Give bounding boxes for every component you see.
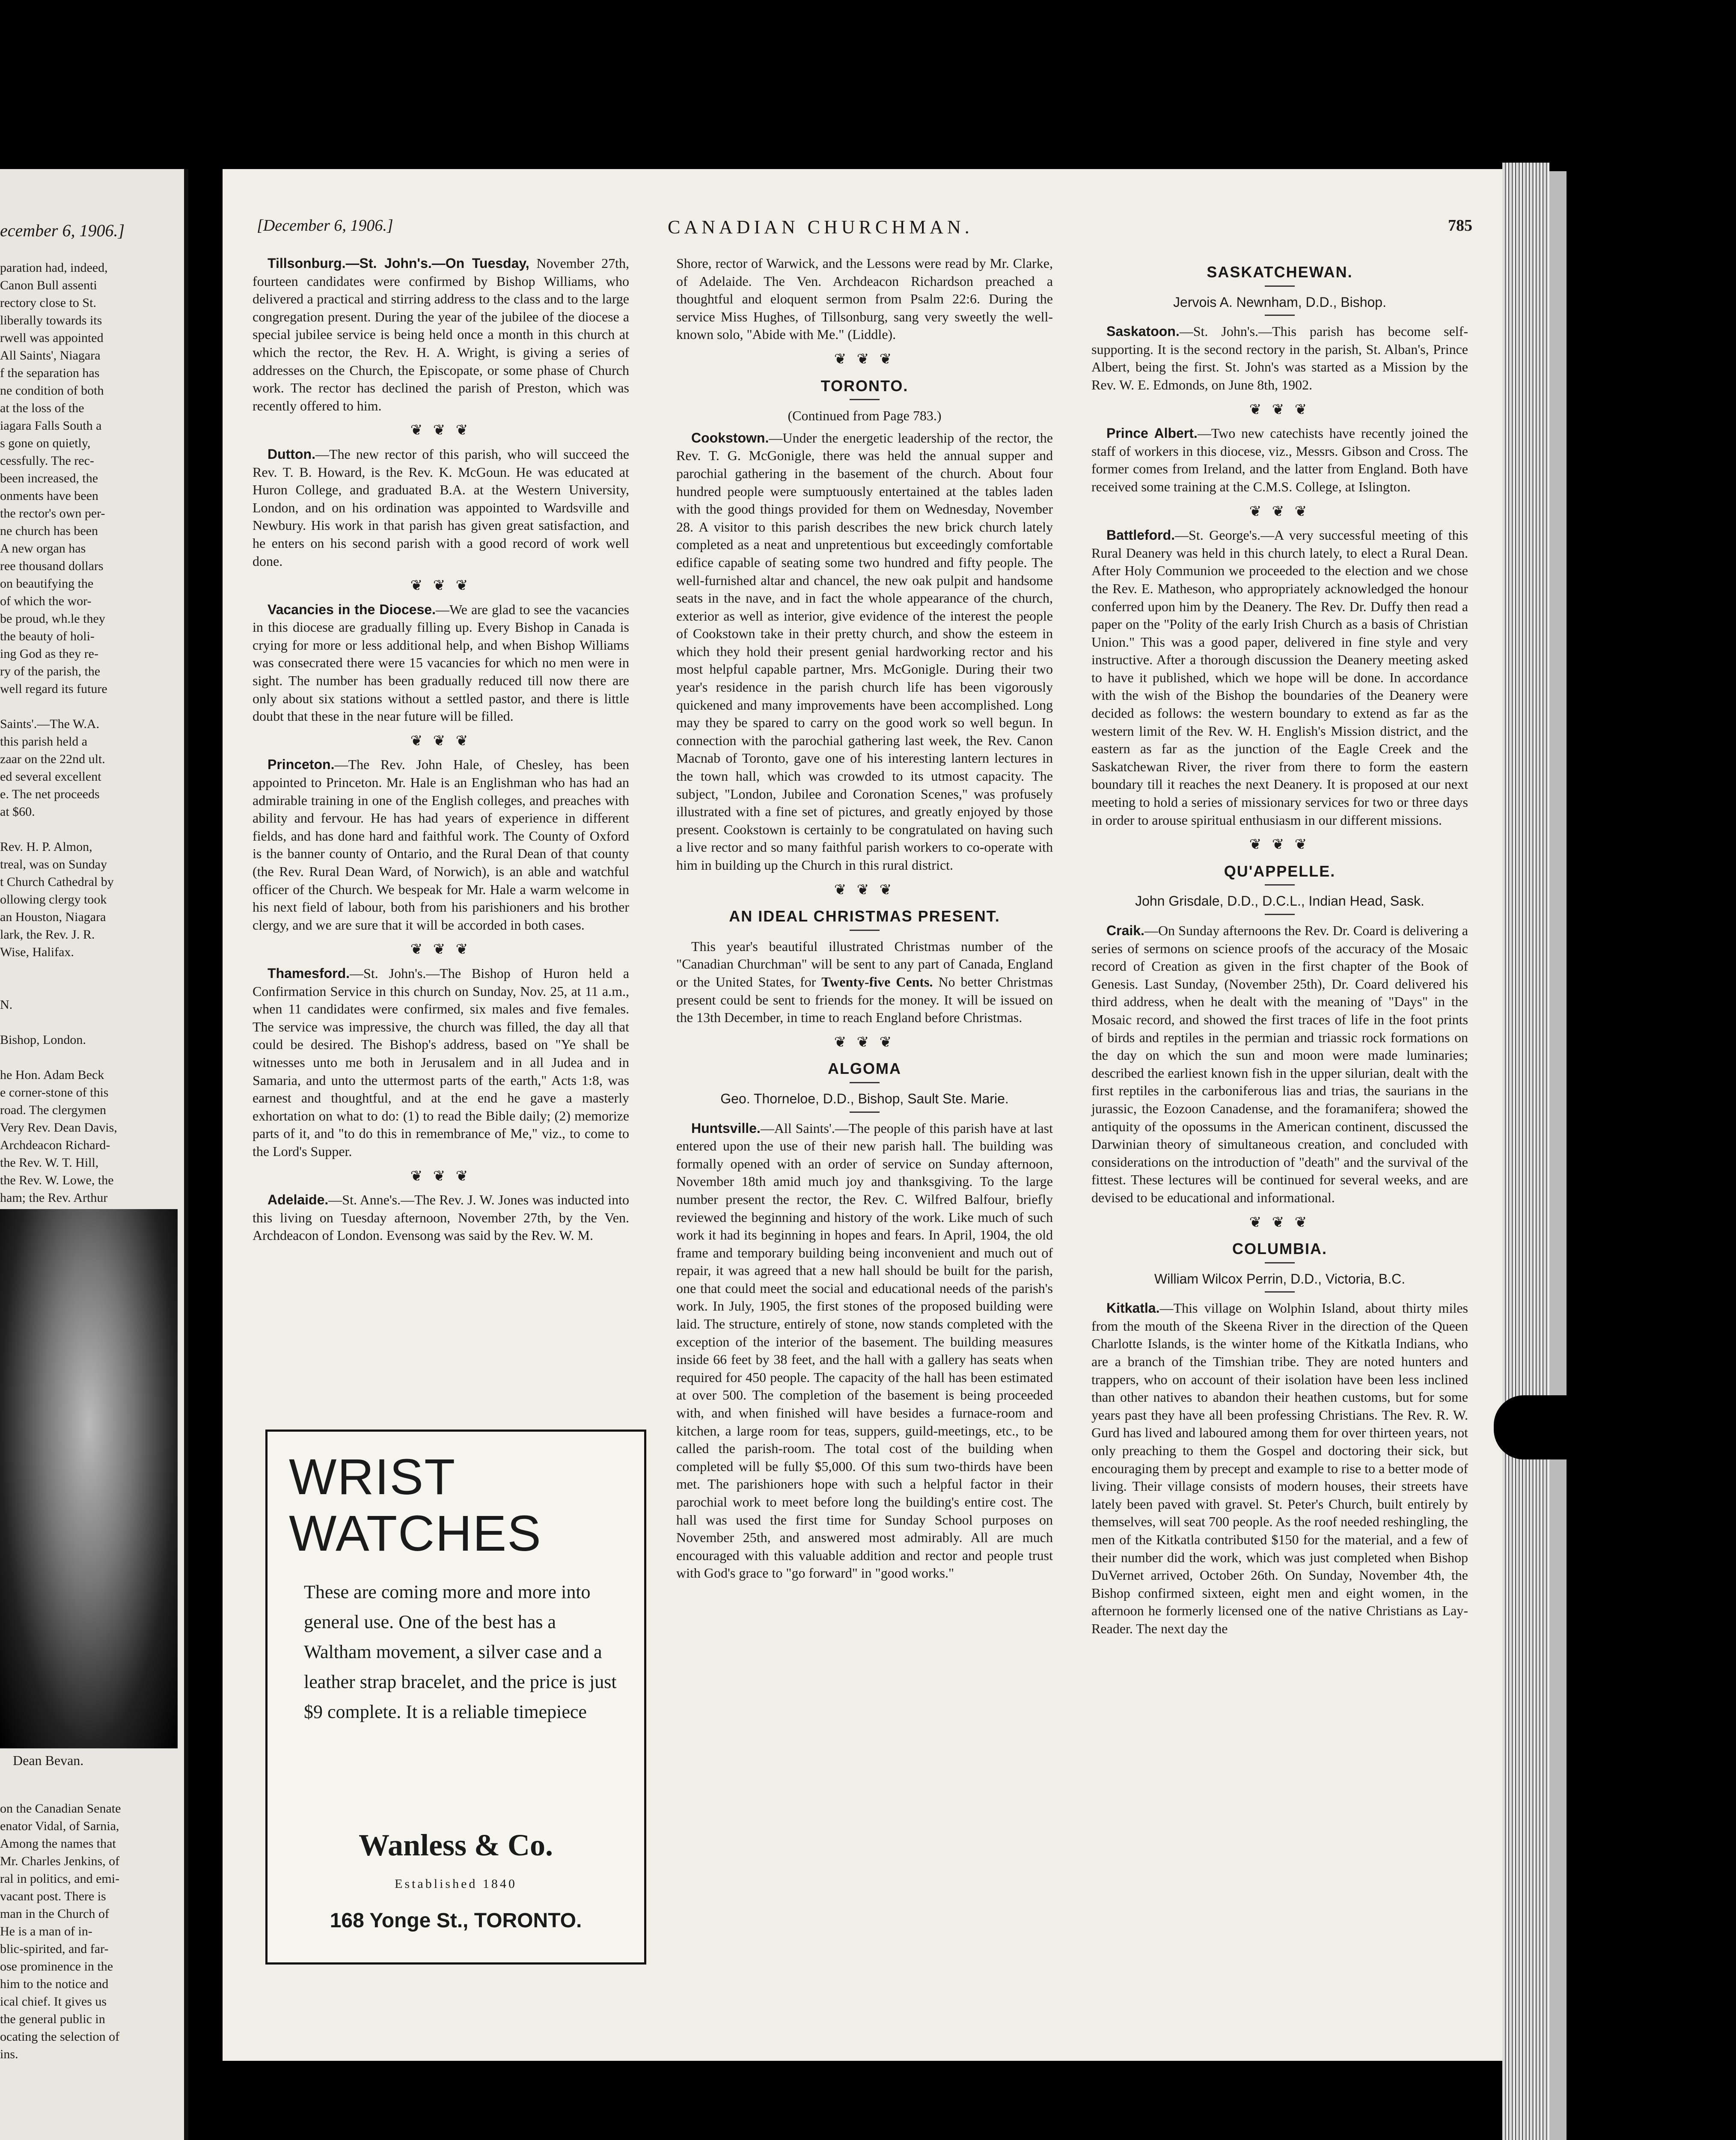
article-thamesford (253, 965, 629, 1161)
article-adelaide (253, 1191, 629, 1245)
ornament: ❦ ❦ ❦ (1249, 1214, 1311, 1230)
article-kitkatla (1091, 1299, 1468, 1638)
text-princeton: —The Rev. John Hale, of Chesley, has been appointed to Princeton. Mr. Hale is an Englishman who has had an admirable training in one of the English colleges, and preaches with ability and fervour. He has had years of experience in different fields, and has done hard and faithful work. The County of Oxford is the banner county of Ontario, and the Rural Dean of that county (the Rev. Rural Dean Ward, of Norwich), is an able and watchful officer of the Church. We bespeak for Mr. Hale a warm welcome in his next field of labour, both from his parishioners and his brother clergy, and we are sure that it will be accorded in both cases. (253, 757, 629, 933)
text-huntsville: —All Saints'.—The people of this parish have at last entered upon the use of their new parish hall. The building was formally opened with an order of service on Sunday afternoon, November 18th amid much joy and thanksgiving. To the large number present the rector, the Rev. C. Wilfred Balfour, briefly reviewed the beginning and history of the work. Like much of such work it had its beginning in hopes and fears. In April, 1904, the old frame and temporary building being inconvenient and much out of repair, it was agreed that a new hall should be built for the parish, one that could meet the social and educational needs of the parish's work. In July, 1905, the first stones of the proposed building were laid. The structure, entirely of stone, now stands completed with the exception of the interior of the basement. The building measures inside 66 feet by 38 feet, and the hall with a gallery has seats when required for 450 people. The capacity of the hall has been estimated at over 500. The completion of the basement is being proceeded with, and when finished will have besides a furnace-room and kitchen, a large room for teas, suppers, guild-meetings, etc., to be called the parish-room. The total cost of the building when completed will be fully $5,000. Of this sum two-thirds have been met. The parishioners hope with such a helpful factor in their parochial work to meet before long the building's entire cost. The hall was used the first time for Sunday School purposes on November 25th, and answered most admirably. All are much encouraged with this valuable addition and rector and people trust with God's grace to "go forward" in "good works." (676, 1120, 1053, 1581)
lead-vacancies: Vacancies in the Diocese. (268, 601, 436, 617)
article-huntsville (676, 1120, 1053, 1582)
prev-page-text: paration had, indeed, Canon Bull assenti rectory close to St. liberally towards its rwell was appointed All Saints', Niagara f the separation has ne condition of both at the loss of the iagara Falls South a s gone on quietly, cessfully. The rec- been increased, the onments have been the rector's own per- ne church has been A new organ has ree thousand dollars on beautifying the of which the wor- be proud, wh.le they the beauty of holi- ing God as they re- ry of the parish, the well regard its future Saints'.—The W.A. this parish held a zaar on the 22nd ult. ed several excellent e. The net proceeds at $60. Rev. H. P. Almon, treal, was on Sunday t Church Cathedral by ollowing clergy took an Houston, Niagara lark, the Rev. J. R. Wise, Halifax. N. Bishop, London. he Hon. Adam Beck e corner-stone of this road. The clergymen Very Rev. Dean Davis, Archdeacon Richard- the Rev. W. T. Hill, the Rev. W. Lowe, the ham; the Rev. Arthur (0, 261, 117, 1205)
bishop-line-columbia: William Wilcox Perrin, D.D., Victoria, B.C. (1154, 1271, 1406, 1287)
ornament: ❦ ❦ ❦ (410, 942, 472, 958)
ornament: ❦ ❦ ❦ (410, 422, 472, 439)
newspaper-page (223, 169, 1502, 2061)
article-craik (1091, 922, 1468, 1207)
running-head (257, 216, 1472, 242)
article-battleford (1091, 526, 1468, 829)
ornament: ❦ ❦ ❦ (1249, 401, 1311, 418)
portrait-photo (0, 1209, 178, 1748)
article-prince-albert (1091, 425, 1468, 496)
text-prince-albert: —Two new catechists have recently joined the staff of workers in this diocese, viz., Messrs. Gibson and Cross. The former comes from Ireland, and the latter from England. Both have received some training at the C.M.S. College, at Islington. (1091, 425, 1468, 494)
ornament: ❦ ❦ ❦ (834, 882, 895, 898)
text-vacancies: —We are glad to see the vacancies in this diocese are gradually filling up. Every Bishop in Canada is crying for more or less additional help, and when Bishop Williams was consecrated there were 15 vacancies for which no men were in sight. The number has been gradually reduced till now there are only about six stations without a settled pastor, and there is little doubt that these in the near future will be filled. (253, 601, 629, 724)
article-christmas-present (676, 938, 1053, 1027)
ornament: ❦ ❦ ❦ (410, 1168, 472, 1184)
divider (1265, 1262, 1295, 1263)
ad-headline-line-2: WATCHES (289, 1505, 542, 1562)
lead-adelaide: Adelaide. (268, 1192, 329, 1208)
lead-princeton: Princeton. (268, 757, 335, 773)
ornament: ❦ ❦ ❦ (834, 351, 895, 367)
divider (1265, 914, 1295, 915)
article-vacancies (253, 601, 629, 725)
ad-established: Established 1840 (395, 1877, 517, 1891)
section-heading-christmas: AN IDEAL CHRISTMAS PRESENT. (729, 907, 1000, 925)
lead-dutton: Dutton. (268, 446, 315, 462)
divider (1265, 285, 1295, 287)
article-tillsonburg (253, 255, 629, 415)
ornament: ❦ ❦ ❦ (410, 578, 472, 594)
ornament: ❦ ❦ ❦ (410, 733, 472, 749)
article-dutton (253, 446, 629, 570)
divider (850, 930, 880, 931)
article-saskatoon (1091, 323, 1468, 394)
ad-company: Wanless & Co. (358, 1828, 553, 1862)
text-christmas-2: No better Christmas present could be sent to friends for the money. It will be issued on the 13th December, in time to reach England before Christmas. (676, 974, 1053, 1025)
section-heading-algoma: ALGOMA (828, 1060, 901, 1078)
text-tillsonburg: November 27th, fourteen candidates were confirmed by Bishop Williams, who delivered a practical and stirring address to the class and to the large congregation present. During the year of the jubilee of the diocese a special jubilee service is being held once a month in this church at which the rector, the Rev. H. A. Wright, is giving a series of addresses on the Church, the Episcopate, or some phase of Church work. The rector has declined the parish of Preston, which was recently offered to him. (253, 256, 629, 413)
lead-kitkatla: Kitkatla. (1106, 1300, 1160, 1316)
column-3 (1091, 255, 1468, 1645)
divider (850, 1112, 880, 1113)
lead-huntsville: Huntsville. (691, 1120, 761, 1136)
ornament: ❦ ❦ ❦ (834, 1034, 895, 1050)
masthead-title: CANADIAN CHURCHMAN. (668, 217, 973, 238)
text-cookstown: —Under the energetic leadership of the rector, the Rev. T. G. McGonigle, there was held the annual supper and parochial gathering in the basement of the church. About four hundred people were sumptuously entertained at the tables laden with the good things provided for them on Wednesday, November 28. A visitor to this parish describes the new brick church lately completed as a neat and unpretentious but exceedingly comfortable edifice capable of seating some two hundred and fifty people. The well-furnished altar and chancel, the new oak pulpit and handsome seats in the nave, and in fact the whole appearance of the church, exterior as well as interior, give evidence of the interest the people of Cookstown take in their pretty church, and show the esteem in which they hold their present genial hardworking rector and his most helpful capable partner, Mrs. McGonigle. During their two year's residence in the parish church life has been vigorously quickened and many improvements have been accomplished. Long may they be spared to carry on the good work so well begun. In connection with the parochial gathering last week, the Rev. Canon Macnab of Toronto, gave one of his interesting lantern lectures in the town hall, which was crowded to its utmost capacity. The subject, "London, Jubilee and Coronation Scenes," was profusely illustrated with a fine set of pictures, and greatly enjoyed by those present. Cookstown is certainly to be congratulated on having such a live rector and so many faithful parish workers to co-operate with him in building up the Church in this rural district. (676, 430, 1053, 873)
column-2 (676, 255, 1053, 1589)
divider (1265, 1291, 1295, 1293)
section-heading-toronto: TORONTO. (820, 377, 909, 395)
page-number: 785 (1448, 217, 1472, 235)
binder-clip (1494, 1395, 1584, 1459)
column-1 (253, 255, 629, 1251)
text-adelaide: —St. Anne's.—The Rev. J. W. Jones was inducted into this living on Tuesday afternoon, November 27th, by the Ven. Archdeacon of London. Evensong was said by the Rev. W. M. (253, 1192, 629, 1243)
divider (850, 399, 880, 400)
divider (1265, 884, 1295, 886)
divider (850, 1082, 880, 1083)
lead-thamesford: Thamesford. (268, 965, 350, 981)
text-saskatoon: —St. John's.—This parish has become self-supporting. It is the second rectory in the parish, St. Alban's, Prince Albert, being the first. St. John's was started as a Mission by the Rev. W. E. Edmonds, on June 8th, 1902. (1091, 324, 1468, 392)
prev-page-text-bottom: on the Canadian Senate enator Vidal, of Sarnia, Among the names that Mr. Charles Jenkins, of ral in politics, and emi- vacant post. There is man in the Church of He is a man of in- blic-spirited, and far- ose prominence in the him to the notice and ical chief. It gives us the general public in ocating the selection of ins. (0, 1801, 121, 2061)
article-adelaide-continued: Shore, rector of Warwick, and the Lessons were read by Mr. Clarke, of Adelaide. The Ven. Archdeacon Richardson preached a thoughtful and eloquent sermon from Psalm 22:6. During the service Miss Hughes, of Tillsonburg, sang very sweetly the well-known solo, "Abide with Me." (Liddle). (676, 256, 1053, 342)
ad-headline (289, 1449, 542, 1562)
ornament: ❦ ❦ ❦ (1249, 837, 1311, 853)
lead-craik: Craik. (1106, 923, 1144, 938)
text-christmas-1: This year's beautiful illustrated Christmas number of the "Canadian Churchman" will be sent to any part of Canada, England or the United States, for (676, 938, 1053, 990)
bishop-line-quappelle: John Grisdale, D.D., D.C.L., Indian Head, Sask. (1135, 893, 1424, 909)
lead-cookstown: Cookstown. (691, 430, 769, 446)
continued-note: (Continued from Page 783.) (788, 408, 942, 424)
price-bold: Twenty-five Cents. (821, 974, 933, 990)
ad-body: These are coming more and more into general use. One of the best has a Waltham movement, a silver case and a leather strap bracelet, and the price is just $9 complete. It is a reliable timepiece (304, 1581, 617, 1722)
issue-date: [December 6, 1906.] (257, 217, 393, 235)
prev-page-header: ecember 6, 1906.] (0, 221, 125, 240)
text-kitkatla: —This village on Wolphin Island, about thirty miles from the mouth of the Skeena River in the direction of the Queen Charlotte Islands, is the winter home of the Kitkatla Indians, who are a branch of the Timshian tribe. They are noted hunters and trappers, who on account of their isolation have been less inclined than other natives to abandon their heathen customs, but for some years past they have all been professing Christians. The Rev. R. W. Gurd has lived and laboured among them for over thirteen years, not only preaching to them the Gospel and doctoring their sick, but encouraging them by precept and example to rise to a better mode of living. Their village consists of modern houses, their streets have lately been paved with gravel. St. Peter's Church, built entirely by themselves, will seat 700 people. As the roof needed reshingling, the men of the Kitkatla contributed $150 for the material, and a few of their number did the work, which was just completed when Bishop DuVernet arrived, October 26th. On Sunday, November 4th, the Bishop confirmed sixteen, eight men and eight women, in the afternoon he formerly licensed one of the native Christians as Lay-Reader. The next day the (1091, 1300, 1468, 1636)
ad-headline-line-1: WRIST (289, 1449, 456, 1505)
section-heading-columbia: COLUMBIA. (1232, 1240, 1327, 1258)
ornament: ❦ ❦ ❦ (1249, 503, 1311, 520)
photo-caption: Dean Bevan. (13, 1753, 84, 1768)
text-battleford: —St. George's.—A very successful meeting of this Rural Deanery was held in this church lately, to elect a Rural Dean. After Holy Communion we proceeded to the election and we chose the Rev. E. Matheson, who appropriately acknowledged the honour conferred upon him by the Deanery. The Rev. Dr. Duffy then read a paper on the "Polity of the early Irish Church as a basis of Christian Union." This was a good paper, delivered in fine style and very instructive. After a thorough discussion the Deanery meeting asked to have it published, which we hope will be done. In accordance with the wish of the Bishop the boundaries of the Deanery were decided as follows: the western boundary to extend as far as the western limit of the Rev. W. H. English's Mission district, and the eastern as far as the junction of the Eagle Creek and the Saskatchewan River, the river from there to form the eastern boundary till it reaches the next Deanery. It is proposed at our next meeting to hold a series of missionary services for two or three days in order to arouse spiritual enthusiasm in our different missions. (1091, 527, 1468, 828)
lead-saskatoon: Saskatoon. (1106, 324, 1180, 339)
previous-page (0, 169, 188, 2140)
text-thamesford: —St. John's.—The Bishop of Huron held a Confirmation Service in this church on Sunday, Nov. 25, at 11 a.m., when 11 candidates were confirmed, six males and five females. The service was impressive, the church was filled, the day all that could be desired. The Bishop's address, based on "Ye shall be witnesses unto me both in Jerusalem and in all Judea and in Samaria, and unto the uttermost parts of the earth," Acts 1:8, was earnest and thoughtful, and at the end he gave a masterly exhortation on what to do: (1) to read the Bible daily; (2) memorize parts of it, and "to do this in remembrance of Me," viz., to come to the Lord's Supper. (253, 965, 629, 1159)
page-edge (1502, 163, 1549, 2140)
ad-address: 168 Yonge St., TORONTO. (330, 1909, 582, 1932)
lead-tillsonburg: Tillsonburg.—St. John's.—On Tuesday, (268, 256, 529, 271)
section-heading-quappelle: QU'APPELLE. (1224, 862, 1336, 880)
bishop-line-algoma: Geo. Thorneloe, D.D., Bishop, Sault Ste. Marie. (720, 1091, 1009, 1106)
article-cookstown (676, 429, 1053, 874)
page-edge-inner (1549, 171, 1567, 2140)
text-craik: —On Sunday afternoons the Rev. Dr. Coard is delivering a series of sermons on science proofs of the accuracy of the Mosaic record of Creation as given in the first chapter of the Book of Genesis. Last Sunday, (November 25th), Dr. Coard delivered his third address, when he dealt with the meaning of "Days" in the Mosaic record, and showed the first traces of life in the foot prints of birds and reptiles in the permian and triassic rock formations on the day on which the sun and moon were made luminaries; described the earliest known fish in the upper silurian, dealt with the first reptiles in the carboniferous lias and trias, the saurians in the jurassic, the Eozoon Canadense, and the foramanifera; showed the antiquity of the opossums in the American continent, discussed the Darwinian theory of simultaneous creation, and concluded with considerations on the introduction of "death" and the survival of the fittest. These lectures will be continued for several weeks, and are devised to be educational and informational. (1091, 923, 1468, 1205)
divider (1265, 315, 1295, 316)
section-heading-saskatchewan: SASKATCHEWAN. (1207, 263, 1353, 281)
bishop-line-saskatchewan: Jervois A. Newnham, D.D., Bishop. (1173, 294, 1386, 310)
text-dutton: —The new rector of this parish, who will succeed the Rev. T. B. Howard, is the Rev. K. McGoun. He was educated at Huron College, and graduated B.A. at the Western University, London, and on his ordination was appointed to Wardsville and Newbury. His work in that parish has given great satisfaction, and he enters on his second parish with a good record of work well done. (253, 446, 629, 569)
article-princeton (253, 756, 629, 934)
wrist-watches-advertisement (265, 1430, 646, 1965)
lead-prince-albert: Prince Albert. (1106, 425, 1198, 441)
lead-battleford: Battleford. (1106, 527, 1175, 543)
